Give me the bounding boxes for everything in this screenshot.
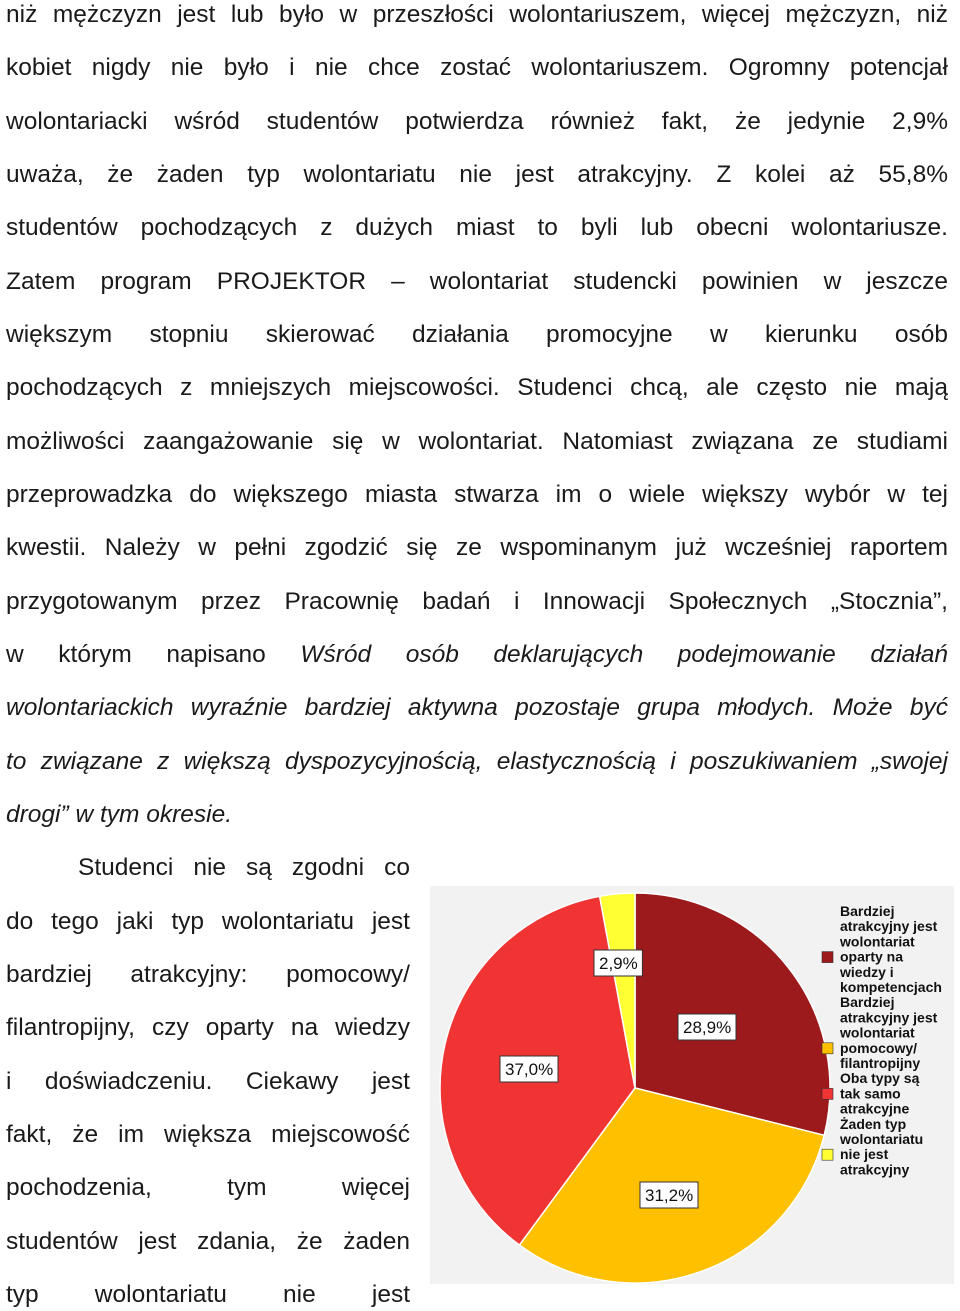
side-line-6: fakt, że im większa miejscowość xyxy=(6,1121,410,1148)
legend-label: wiedzy i xyxy=(840,963,894,980)
legend-swatch xyxy=(822,952,833,963)
paragraph-line-8: pochodzących z mniejszych miejscowości. Studenci chcą, ale często nie mają xyxy=(6,374,948,401)
paragraph-line-12: przygotowanym przez Pracownię badań i Innowacji Społecznych „Stocznia”, xyxy=(6,588,948,615)
paragraph-line-6: Zatem program PROJEKTOR – wolontariat studencki powinien w jeszcze xyxy=(6,268,948,295)
svg-text:37,0%: 37,0% xyxy=(505,1060,554,1079)
paragraph-line-7: większym stopniu skierować działania promocyjne w kierunku osób xyxy=(6,321,948,348)
quote-line-3: drogi” w tym okresie. xyxy=(6,801,233,828)
legend-label: filantropijny xyxy=(840,1055,921,1071)
legend-swatch xyxy=(822,1088,833,1099)
paragraph-line-10: przeprowadzka do większego miasta stwarza im o wiele większy wybór w tej xyxy=(6,481,948,508)
paragraph-line-13 xyxy=(6,640,948,670)
data-label xyxy=(594,950,642,976)
paragraph-line-2: kobiet nigdy nie było i nie chce zostać wolontariuszem. Ogromny potencjał xyxy=(6,54,948,81)
legend xyxy=(822,903,942,1177)
paragraph-line-3: wolontariacki wśród studentów potwierdza również fakt, że jedynie 2,9% xyxy=(6,108,948,135)
side-line-5: i doświadczeniu. Ciekawy jest xyxy=(6,1068,410,1095)
legend-swatch xyxy=(822,1149,833,1160)
side-line-3: bardziej atrakcyjny: pomocowy/ xyxy=(6,961,410,988)
side-line-1: Studenci nie są zgodni co xyxy=(78,854,410,881)
side-line-8: studentów jest zdania, że żaden xyxy=(6,1228,410,1255)
svg-text:28,9%: 28,9% xyxy=(683,1018,732,1037)
legend-label: tak samo xyxy=(840,1085,901,1102)
quote-line-1: wolontariackich wyraźnie bardziej aktywna pozostaje grupa młodych. Może być xyxy=(6,694,948,721)
side-line-7: pochodzenia, tym więcej xyxy=(6,1174,410,1201)
paragraph-line-5: studentów pochodzących z dużych miast to byli lub obecni wolontariusze. xyxy=(6,214,948,241)
legend-label: atrakcyjny xyxy=(840,1161,910,1178)
quote-start: Wśród osób deklarujących podejmowanie działań xyxy=(300,641,948,668)
paragraph-line-13-plain: w którym napisano xyxy=(6,641,301,668)
legend-label: Oba typy są xyxy=(840,1070,920,1087)
legend-swatch xyxy=(822,1043,833,1054)
data-label xyxy=(678,1014,736,1040)
pie-chart-svg xyxy=(430,886,954,1284)
side-line-4: filantropijny, czy oparty na wiedzy xyxy=(6,1014,410,1041)
legend-label: atrakcyjny jest xyxy=(840,918,938,935)
legend-label: oparty na xyxy=(840,948,904,965)
paragraph-line-11: kwestii. Należy w pełni zgodzić się ze wspominanym już wcześniej raportem xyxy=(6,534,948,561)
legend-entry xyxy=(822,1070,920,1116)
pie-chart xyxy=(430,886,954,1284)
svg-text:31,2%: 31,2% xyxy=(645,1186,694,1205)
quote-line-2: to związane z większą dyspozycyjnością, elastycznością i poszukiwaniem „swojej xyxy=(6,748,948,775)
legend-label: pomocowy/ xyxy=(840,1039,918,1056)
legend-label: atrakcyjne xyxy=(840,1100,910,1117)
legend-label: wolontariat xyxy=(840,933,915,950)
legend-entry xyxy=(822,994,938,1071)
paragraph-line-9: możliwości zaangażowanie się w wolontariat. Natomiast związana ze studiami xyxy=(6,428,948,455)
data-label xyxy=(500,1056,558,1082)
legend-label: Żaden typ xyxy=(840,1115,907,1132)
svg-text:2,9%: 2,9% xyxy=(599,954,638,973)
paragraph-line-1: niż mężczyzn jest lub było w przeszłości wolontariuszem, więcej mężczyzn, niż xyxy=(6,1,948,28)
legend-label: nie jest xyxy=(840,1146,889,1163)
side-line-2: do tego jaki typ wolontariatu jest xyxy=(6,908,410,935)
legend-label: wolontariat xyxy=(840,1024,915,1041)
legend-label: kompetencjach xyxy=(840,979,942,995)
legend-label: atrakcyjny jest xyxy=(840,1009,938,1026)
legend-entry xyxy=(822,903,942,995)
legend-label: Bardziej xyxy=(840,994,895,1011)
paragraph-line-4: uważa, że żaden typ wolontariatu nie jest atrakcyjny. Z kolei aż 55,8% xyxy=(6,161,948,188)
side-line-9: typ wolontariatu nie jest xyxy=(6,1281,410,1308)
data-label xyxy=(640,1182,698,1208)
legend-label: Bardziej xyxy=(840,903,895,919)
legend-entry xyxy=(822,1116,923,1178)
legend-label: wolontariatu xyxy=(840,1131,924,1147)
